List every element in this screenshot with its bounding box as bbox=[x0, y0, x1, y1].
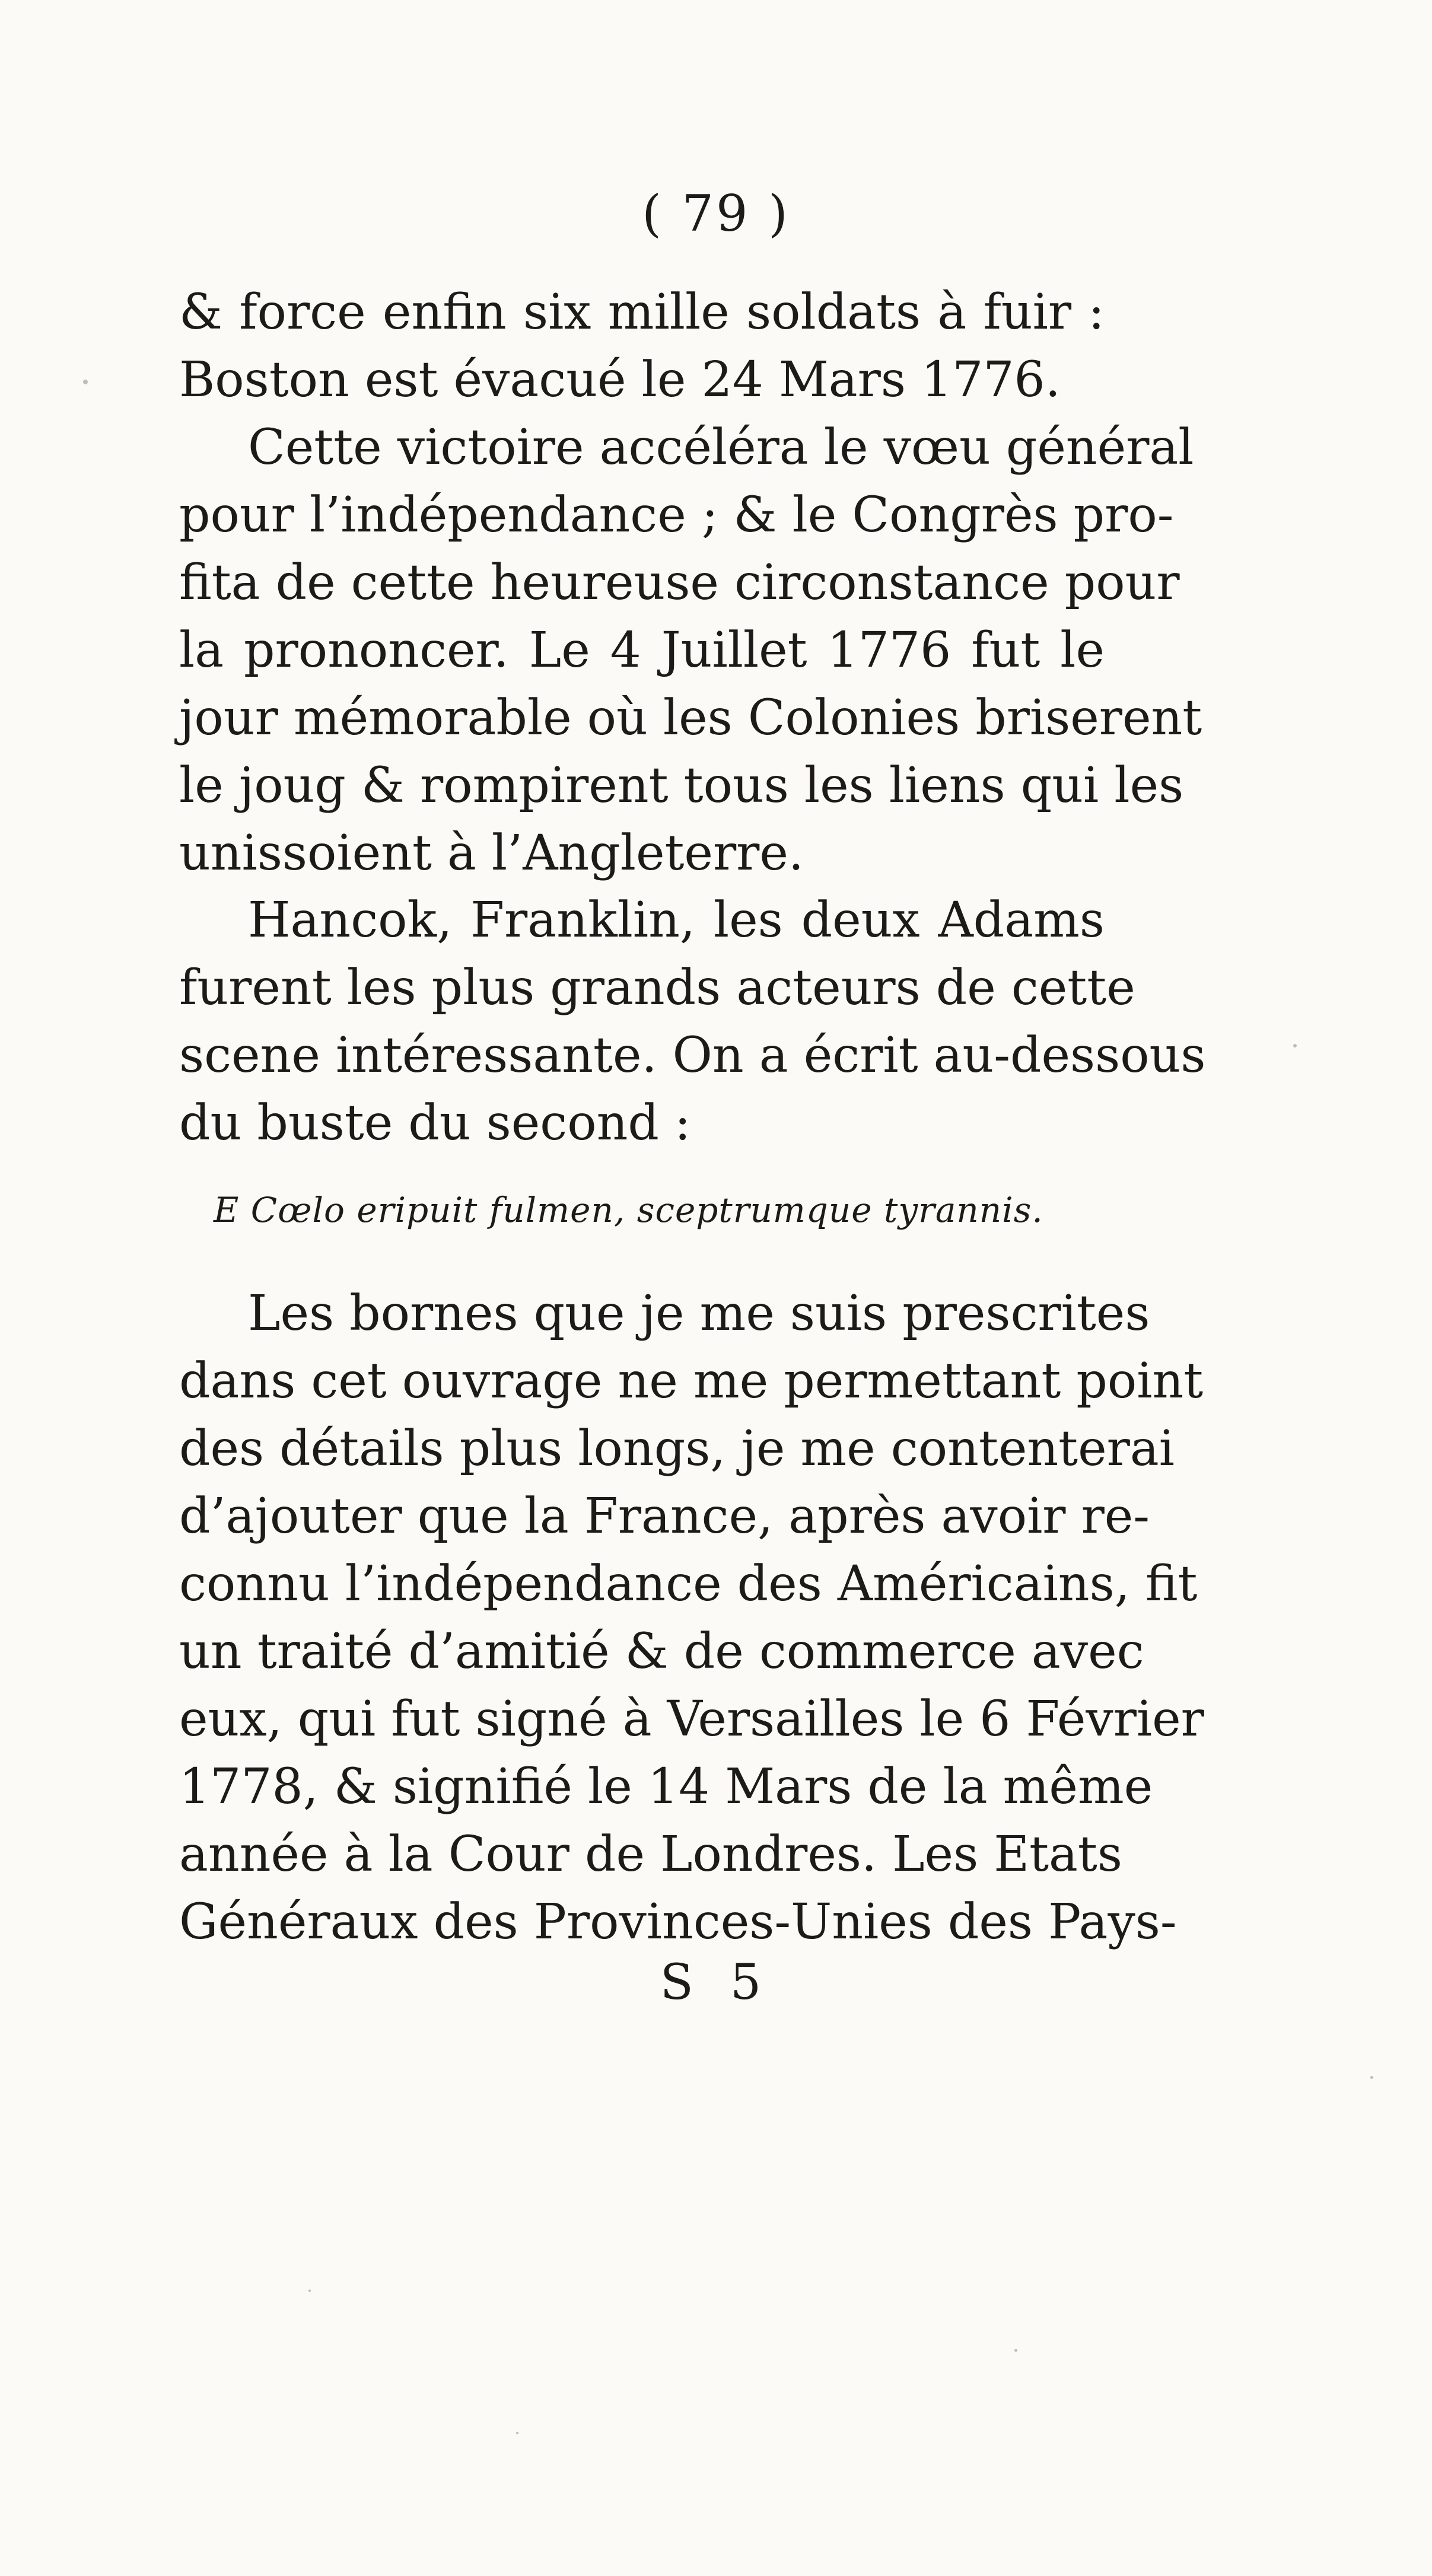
text-line: Les bornes que je me suis prescrites bbox=[248, 1285, 1150, 1342]
paragraph-bornes bbox=[179, 1280, 1204, 1956]
text-line: Généraux des Provinces-Unies des Pays- bbox=[179, 1894, 1177, 1950]
paper-speck bbox=[308, 2290, 311, 2292]
text-line: & force enfin six mille soldats à fuir : bbox=[179, 284, 1105, 340]
text-line: un traité d’amitié & de commerce avec bbox=[179, 1623, 1144, 1680]
paragraph-boston bbox=[179, 279, 1202, 887]
paper-speck bbox=[83, 380, 88, 384]
signature-mark: S 5 bbox=[660, 1954, 772, 2011]
text-line: le joug & rompirent tous les liens qui les bbox=[179, 757, 1184, 814]
text-line: pour l’indépendance ; & le Congrès pro- bbox=[179, 487, 1174, 543]
text-line: connu l’indépendance des Américains, fit bbox=[179, 1556, 1198, 1612]
text-line: la prononcer. Le 4 Juillet 1776 fut le bbox=[179, 622, 1105, 679]
paper-speck bbox=[1370, 2076, 1373, 2079]
text-line: du buste du second : bbox=[179, 1095, 691, 1151]
paper-speck bbox=[516, 2432, 518, 2434]
paper-speck bbox=[1293, 1044, 1297, 1047]
text-line: Hancok, Franklin, les deux Adams bbox=[248, 892, 1105, 948]
text-line: eux, qui fut signé à Versailles le 6 Février bbox=[179, 1691, 1204, 1747]
text-line: d’ajouter que la France, après avoir re- bbox=[179, 1488, 1150, 1545]
text-line: fita de cette heureuse circonstance pour bbox=[179, 555, 1180, 611]
text-line: 1778, & signifié le 14 Mars de la même bbox=[179, 1759, 1153, 1815]
page-number: ( 79 ) bbox=[642, 184, 790, 243]
text-line: unissoient à l’Angleterre. bbox=[179, 825, 804, 881]
latin-quotation: E Cœlo eripuit fulmen, sceptrumque tyrannis. bbox=[214, 1190, 1043, 1230]
text-line: Cette victoire accéléra le vœu général bbox=[248, 419, 1194, 476]
paragraph-hancok bbox=[179, 887, 1206, 1157]
paper-speck bbox=[1014, 2349, 1017, 2352]
text-line: Boston est évacué le 24 Mars 1776. bbox=[179, 352, 1061, 408]
text-line: jour mémorable où les Colonies briserent bbox=[179, 690, 1202, 746]
text-line: scene intéressante. On a écrit au-dessous bbox=[179, 1027, 1206, 1084]
text-line: année à la Cour de Londres. Les Etats bbox=[179, 1826, 1122, 1883]
text-line: des détails plus longs, je me contenterai bbox=[179, 1421, 1175, 1477]
text-line: dans cet ouvrage ne me permettant point bbox=[179, 1353, 1204, 1409]
text-line: furent les plus grands acteurs de cette bbox=[179, 960, 1135, 1016]
